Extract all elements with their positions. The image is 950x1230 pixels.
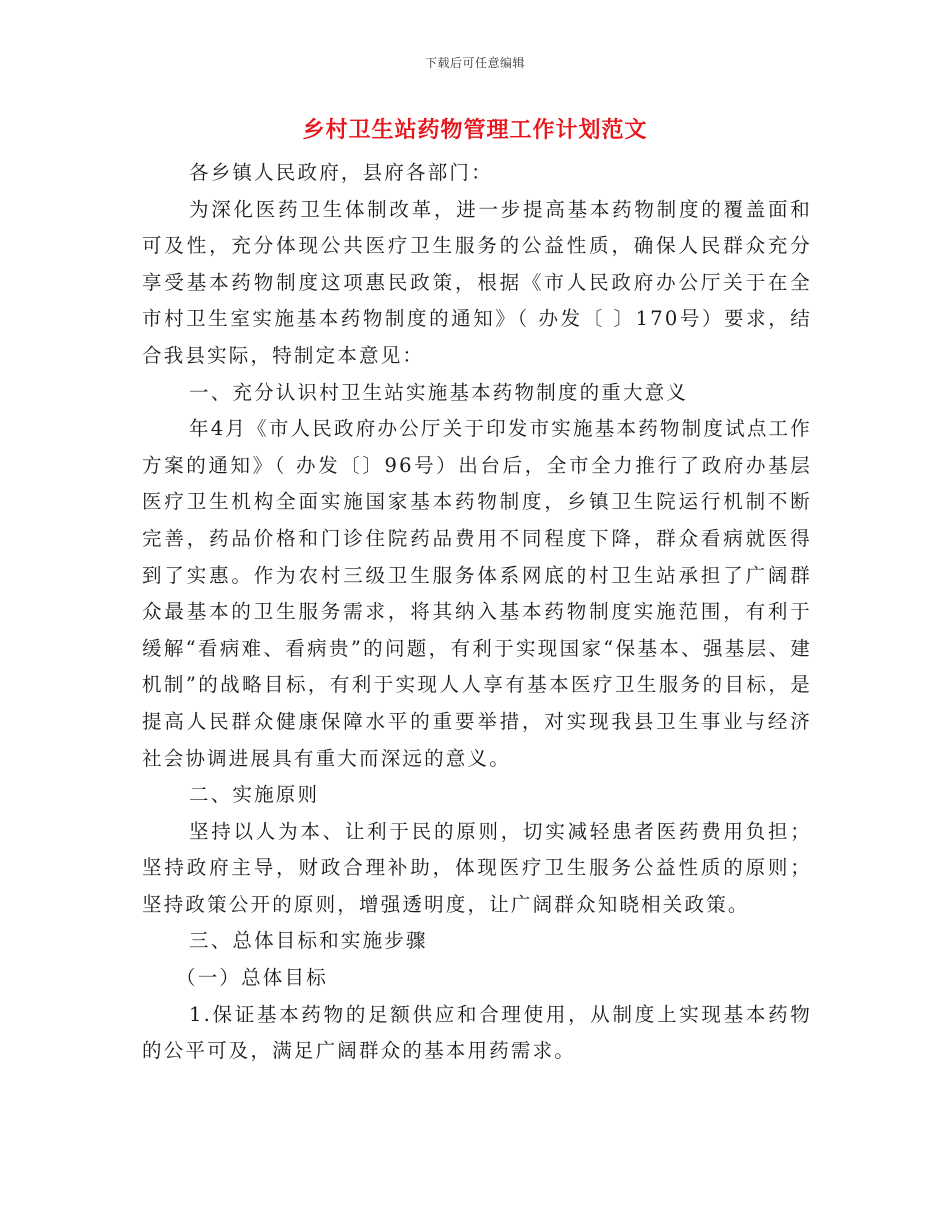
section-paragraph-2: 坚持以人为本、让利于民的原则，切实减轻患者医药费用负担；坚持政府主导，财政合理补助，体现医疗卫生服务公益性质的原则；坚持政策公开的原则，增强透明度，让广阔群众知晓相关政策。 [142,819,812,916]
list-item-1: 1.保证基本药物的足额供应和合理使用，从制度上实现基本药物的公平可及，满足广阔群众的基本用药需求。 [142,1002,812,1063]
document-title: 乡村卫生站药物管理工作计划范文 [302,117,648,143]
section-paragraph-1: 年4月《市人民政府办公厅关于印发市实施基本药物制度试点工作方案的通知》（ 办发〔〕96号）出台后，全市全力推行了政府办基层医疗卫生机构全面实施国家基本药物制度，乡镇卫生院运行机制不断完善，药品价格和门诊住院药品费用不同程度下降，群众看病就医得到了实惠。作为农村三级卫生服务体系网底的村卫生站承担了广阔群众最基本的卫生服务需求，将其纳入基本药物制度实施范围，有利于缓解“看病难、看病贵”的问题，有利于实现国家“保基本、强基层、建机制”的战略目标，有利于实现人人享有基本医疗卫生服务的目标，是提高人民群众健康保障水平的重要举措，对实现我县卫生事业与经济社会协调进展具有重大而深远的意义。 [142,417,812,770]
section-heading-3: 三、总体目标和实施步骤 [189,929,428,953]
header-note: 下载后可任意编辑 [424,56,525,70]
section-heading-2: 二、实施原则 [189,783,320,807]
salutation: 各乡镇人民政府，县府各部门： [189,161,493,184]
document-body [142,155,812,1070]
section-heading-1: 一、充分认识村卫生站实施基本药物制度的重大意义 [189,380,689,404]
subsection-heading-1: （一）总体目标 [176,966,328,990]
intro-paragraph: 为深化医药卫生体制改革，进一步提高基本药物制度的覆盖面和可及性，充分体现公共医疗卫生服务的公益性质，确保人民群众充分享受基本药物制度这项惠民政策，根据《市人民政府办公厅关于在全市村卫生室实施基本药物制度的通知》（ 办发〔 〕170号）要求，结合我县实际，特制定本意见： [142,197,812,367]
